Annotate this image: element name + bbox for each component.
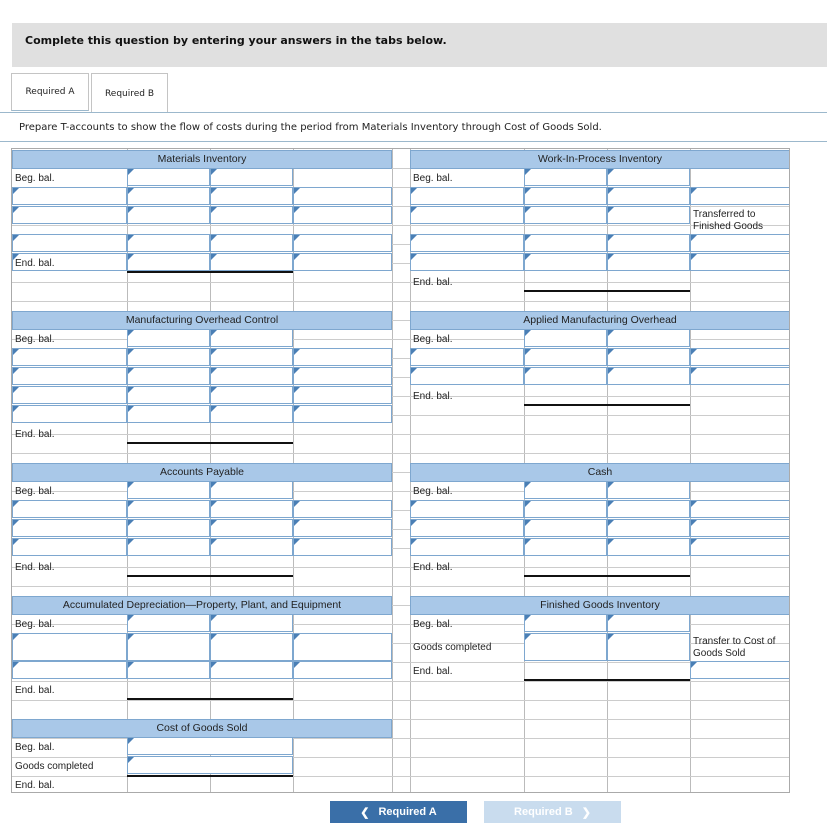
- row-label: End. bal.: [15, 780, 55, 791]
- entry-marker-icon: [13, 662, 19, 668]
- amount-input[interactable]: [607, 633, 690, 661]
- amount-input[interactable]: [210, 386, 293, 404]
- entry-marker-icon: [608, 330, 614, 336]
- entry-marker-icon: [525, 520, 531, 526]
- amount-input[interactable]: [607, 367, 690, 385]
- amount-input[interactable]: [524, 500, 607, 518]
- total-underline: [127, 698, 293, 700]
- entry-marker-icon: [608, 482, 614, 488]
- entry-marker-icon: [211, 368, 217, 374]
- amount-input[interactable]: [127, 737, 293, 755]
- entry-marker-icon: [211, 406, 217, 412]
- entry-marker-icon: [294, 235, 300, 241]
- grid-row-line: [12, 700, 789, 701]
- row-label: Beg. bal.: [413, 486, 453, 497]
- entry-marker-icon: [525, 368, 531, 374]
- amount-input[interactable]: [690, 253, 790, 271]
- row-label: End. bal.: [15, 685, 55, 696]
- prev-required-a-button[interactable]: [330, 801, 467, 823]
- entry-marker-icon: [211, 188, 217, 194]
- amount-input[interactable]: [524, 168, 607, 186]
- amount-input[interactable]: [127, 206, 210, 224]
- amount-input[interactable]: [210, 367, 293, 385]
- amount-input[interactable]: [524, 367, 607, 385]
- entry-marker-icon: [411, 501, 417, 507]
- entry-marker-icon: [128, 615, 134, 621]
- amount-input[interactable]: [607, 234, 690, 252]
- total-underline: [127, 271, 293, 273]
- entry-marker-icon: [691, 349, 697, 355]
- amount-input[interactable]: [607, 329, 690, 347]
- amount-input[interactable]: [127, 756, 293, 774]
- entry-marker-icon: [211, 235, 217, 241]
- entry-marker-icon: [128, 634, 134, 640]
- amount-input[interactable]: [410, 187, 524, 205]
- total-underline: [524, 290, 690, 292]
- grid-row-line: [12, 301, 789, 302]
- amount-input[interactable]: [410, 519, 524, 537]
- amount-input[interactable]: [127, 386, 210, 404]
- amount-input[interactable]: [607, 253, 690, 271]
- amount-input[interactable]: [607, 614, 690, 632]
- amount-input[interactable]: [127, 614, 210, 632]
- entry-marker-icon: [13, 634, 19, 640]
- account-header: Cash: [410, 463, 790, 482]
- tab-required-a[interactable]: Required A: [11, 73, 89, 111]
- row-label: Beg. bal.: [15, 742, 55, 753]
- amount-input[interactable]: [410, 234, 524, 252]
- entry-marker-icon: [294, 188, 300, 194]
- entry-marker-icon: [294, 662, 300, 668]
- entry-marker-icon: [691, 501, 697, 507]
- amount-input[interactable]: [293, 405, 392, 423]
- total-underline: [127, 775, 293, 777]
- amount-input[interactable]: [524, 481, 607, 499]
- amount-input[interactable]: [12, 386, 127, 404]
- amount-input[interactable]: [524, 614, 607, 632]
- account-header: Manufacturing Overhead Control: [12, 311, 392, 330]
- entry-marker-icon: [128, 539, 134, 545]
- entry-marker-icon: [128, 188, 134, 194]
- amount-input[interactable]: [210, 187, 293, 205]
- total-underline: [127, 575, 293, 577]
- row-label: Beg. bal.: [413, 334, 453, 345]
- row-label: End. bal.: [15, 258, 55, 269]
- amount-input[interactable]: [607, 187, 690, 205]
- entry-marker-icon: [211, 634, 217, 640]
- entry-marker-icon: [128, 387, 134, 393]
- entry-marker-icon: [608, 349, 614, 355]
- entry-marker-icon: [608, 254, 614, 260]
- amount-input[interactable]: [127, 367, 210, 385]
- entry-marker-icon: [691, 188, 697, 194]
- total-underline: [524, 679, 690, 681]
- amount-input[interactable]: [524, 187, 607, 205]
- amount-input[interactable]: [524, 519, 607, 537]
- amount-input[interactable]: [127, 633, 210, 661]
- amount-input[interactable]: [293, 633, 392, 661]
- entry-marker-icon: [608, 501, 614, 507]
- entry-marker-icon: [211, 387, 217, 393]
- entry-marker-icon: [525, 207, 531, 213]
- entry-marker-icon: [13, 235, 19, 241]
- amount-input[interactable]: [690, 234, 790, 252]
- row-label: End. bal.: [15, 429, 55, 440]
- grid-row-line: [12, 586, 789, 587]
- amount-input[interactable]: [12, 367, 127, 385]
- row-label: Transferred to Finished Goods: [693, 209, 764, 232]
- chevron-left-icon: ❮: [360, 806, 370, 819]
- entry-marker-icon: [608, 634, 614, 640]
- amount-input[interactable]: [210, 329, 293, 347]
- entry-marker-icon: [128, 330, 134, 336]
- amount-input[interactable]: [690, 500, 790, 518]
- amount-input[interactable]: [690, 661, 790, 679]
- amount-input[interactable]: [410, 500, 524, 518]
- entry-marker-icon: [525, 188, 531, 194]
- amount-input[interactable]: [210, 168, 293, 186]
- amount-input[interactable]: [210, 519, 293, 537]
- entry-marker-icon: [13, 406, 19, 412]
- entry-marker-icon: [13, 501, 19, 507]
- entry-marker-icon: [525, 615, 531, 621]
- entry-marker-icon: [608, 615, 614, 621]
- row-label: Beg. bal.: [15, 619, 55, 630]
- amount-input[interactable]: [127, 481, 210, 499]
- entry-marker-icon: [294, 207, 300, 213]
- entry-marker-icon: [525, 235, 531, 241]
- entry-marker-icon: [411, 207, 417, 213]
- amount-input[interactable]: [410, 367, 524, 385]
- amount-input[interactable]: [410, 348, 524, 366]
- row-label: End. bal.: [413, 277, 453, 288]
- entry-marker-icon: [211, 615, 217, 621]
- amount-input[interactable]: [210, 661, 293, 679]
- account-header: Accounts Payable: [12, 463, 392, 482]
- amount-input[interactable]: [210, 253, 293, 271]
- account-header: Applied Manufacturing Overhead: [410, 311, 790, 330]
- amount-input[interactable]: [524, 253, 607, 271]
- entry-marker-icon: [411, 254, 417, 260]
- entry-marker-icon: [128, 169, 134, 175]
- entry-marker-icon: [691, 368, 697, 374]
- entry-marker-icon: [128, 501, 134, 507]
- amount-input[interactable]: [127, 348, 210, 366]
- row-label: Beg. bal.: [15, 334, 55, 345]
- amount-input[interactable]: [12, 519, 127, 537]
- amount-input[interactable]: [524, 206, 607, 224]
- entry-marker-icon: [128, 757, 134, 763]
- row-label: Beg. bal.: [413, 619, 453, 630]
- amount-input[interactable]: [12, 405, 127, 423]
- amount-input[interactable]: [524, 348, 607, 366]
- amount-input[interactable]: [210, 500, 293, 518]
- entry-marker-icon: [691, 520, 697, 526]
- amount-input[interactable]: [210, 538, 293, 556]
- account-header: Finished Goods Inventory: [410, 596, 790, 615]
- entry-marker-icon: [294, 501, 300, 507]
- entry-marker-icon: [13, 349, 19, 355]
- account-header: Work-In-Process Inventory: [410, 150, 790, 169]
- amount-input[interactable]: [12, 187, 127, 205]
- entry-marker-icon: [211, 169, 217, 175]
- entry-marker-icon: [211, 330, 217, 336]
- grid-row-line: [12, 681, 789, 682]
- amount-input[interactable]: [607, 500, 690, 518]
- grid-row-line: [12, 567, 789, 568]
- prev-button-label: Required A: [378, 806, 437, 818]
- entry-marker-icon: [411, 368, 417, 374]
- grid-row-line: [12, 282, 789, 283]
- amount-input[interactable]: [127, 405, 210, 423]
- entry-marker-icon: [294, 368, 300, 374]
- entry-marker-icon: [525, 482, 531, 488]
- entry-marker-icon: [411, 188, 417, 194]
- entry-marker-icon: [691, 539, 697, 545]
- row-label: End. bal.: [413, 562, 453, 573]
- entry-marker-icon: [525, 330, 531, 336]
- entry-marker-icon: [608, 368, 614, 374]
- row-label: Transfer to Cost of Goods Sold: [693, 636, 776, 659]
- amount-input[interactable]: [210, 481, 293, 499]
- amount-input[interactable]: [210, 614, 293, 632]
- amount-input[interactable]: [293, 386, 392, 404]
- entry-marker-icon: [128, 482, 134, 488]
- amount-input[interactable]: [293, 206, 392, 224]
- amount-input[interactable]: [293, 519, 392, 537]
- amount-input[interactable]: [12, 500, 127, 518]
- amount-input[interactable]: [293, 348, 392, 366]
- grid-row-line: [12, 225, 789, 226]
- amount-input[interactable]: [127, 234, 210, 252]
- amount-input[interactable]: [524, 633, 607, 661]
- amount-input[interactable]: [210, 234, 293, 252]
- amount-input[interactable]: [127, 661, 210, 679]
- grid-row-line: [12, 453, 789, 454]
- amount-input[interactable]: [12, 234, 127, 252]
- entry-marker-icon: [294, 254, 300, 260]
- entry-marker-icon: [128, 254, 134, 260]
- amount-input[interactable]: [210, 633, 293, 661]
- entry-marker-icon: [294, 387, 300, 393]
- row-label: End. bal.: [413, 666, 453, 677]
- entry-marker-icon: [608, 520, 614, 526]
- entry-marker-icon: [608, 539, 614, 545]
- row-label: Goods completed: [15, 761, 94, 772]
- amount-input[interactable]: [690, 519, 790, 537]
- amount-input[interactable]: [210, 206, 293, 224]
- entry-marker-icon: [411, 539, 417, 545]
- next-button-label: Required B: [514, 806, 573, 818]
- entry-marker-icon: [525, 634, 531, 640]
- entry-marker-icon: [525, 169, 531, 175]
- entry-marker-icon: [211, 539, 217, 545]
- amount-input[interactable]: [293, 661, 392, 679]
- amount-input[interactable]: [690, 367, 790, 385]
- amount-input[interactable]: [524, 538, 607, 556]
- amount-input[interactable]: [607, 481, 690, 499]
- amount-input[interactable]: [410, 206, 524, 224]
- amount-input[interactable]: [12, 538, 127, 556]
- amount-input[interactable]: [293, 500, 392, 518]
- entry-marker-icon: [211, 520, 217, 526]
- entry-marker-icon: [608, 169, 614, 175]
- row-label: Beg. bal.: [15, 486, 55, 497]
- grid-row-line: [12, 434, 789, 435]
- amount-input[interactable]: [127, 168, 210, 186]
- entry-marker-icon: [128, 662, 134, 668]
- entry-marker-icon: [525, 254, 531, 260]
- entry-marker-icon: [128, 235, 134, 241]
- next-required-b-button[interactable]: [484, 801, 621, 823]
- entry-marker-icon: [691, 662, 697, 668]
- amount-input[interactable]: [12, 206, 127, 224]
- row-label: Goods completed: [413, 642, 492, 653]
- amount-input[interactable]: [127, 519, 210, 537]
- total-underline: [524, 404, 690, 406]
- amount-input[interactable]: [210, 405, 293, 423]
- total-underline: [127, 442, 293, 444]
- entry-marker-icon: [211, 482, 217, 488]
- entry-marker-icon: [128, 368, 134, 374]
- amount-input[interactable]: [127, 187, 210, 205]
- amount-input[interactable]: [293, 367, 392, 385]
- t-accounts-grid: [11, 148, 790, 793]
- entry-marker-icon: [13, 368, 19, 374]
- grid-column-line: [392, 149, 393, 792]
- entry-marker-icon: [128, 207, 134, 213]
- entry-marker-icon: [128, 349, 134, 355]
- instructions-bar: [0, 112, 827, 142]
- entry-marker-icon: [294, 349, 300, 355]
- amount-input[interactable]: [127, 329, 210, 347]
- amount-input[interactable]: [607, 519, 690, 537]
- banner-text: Complete this question by entering your answers in the tabs below.: [25, 34, 447, 47]
- entry-marker-icon: [608, 207, 614, 213]
- amount-input[interactable]: [127, 500, 210, 518]
- entry-marker-icon: [13, 539, 19, 545]
- entry-marker-icon: [13, 387, 19, 393]
- account-header: Accumulated Depreciation—Property, Plant, and Equipment: [12, 596, 392, 615]
- entry-marker-icon: [13, 520, 19, 526]
- amount-input[interactable]: [127, 253, 210, 271]
- entry-marker-icon: [691, 235, 697, 241]
- instruction-banner: [12, 23, 827, 67]
- entry-marker-icon: [211, 349, 217, 355]
- amount-input[interactable]: [690, 348, 790, 366]
- amount-input[interactable]: [293, 234, 392, 252]
- entry-marker-icon: [294, 634, 300, 640]
- entry-marker-icon: [525, 501, 531, 507]
- entry-marker-icon: [294, 406, 300, 412]
- amount-input[interactable]: [690, 538, 790, 556]
- amount-input[interactable]: [293, 253, 392, 271]
- entry-marker-icon: [128, 406, 134, 412]
- entry-marker-icon: [13, 207, 19, 213]
- entry-marker-icon: [13, 188, 19, 194]
- account-header: Materials Inventory: [12, 150, 392, 169]
- entry-marker-icon: [211, 207, 217, 213]
- amount-input[interactable]: [210, 348, 293, 366]
- entry-marker-icon: [211, 501, 217, 507]
- amount-input[interactable]: [293, 538, 392, 556]
- amount-input[interactable]: [524, 329, 607, 347]
- amount-input[interactable]: [607, 168, 690, 186]
- row-label: End. bal.: [413, 391, 453, 402]
- entry-marker-icon: [411, 349, 417, 355]
- amount-input[interactable]: [293, 187, 392, 205]
- amount-input[interactable]: [410, 253, 524, 271]
- amount-input[interactable]: [607, 206, 690, 224]
- row-label: Beg. bal.: [413, 173, 453, 184]
- chevron-right-icon: ❯: [581, 806, 591, 819]
- instructions-text: Prepare T-accounts to show the flow of costs during the period from Materials Inventory through Cost of Goods Sold.: [19, 122, 602, 133]
- row-label: Beg. bal.: [15, 173, 55, 184]
- amount-input[interactable]: [12, 661, 127, 679]
- entry-marker-icon: [525, 349, 531, 355]
- amount-input[interactable]: [607, 348, 690, 366]
- amount-input[interactable]: [12, 348, 127, 366]
- entry-marker-icon: [128, 520, 134, 526]
- entry-marker-icon: [294, 520, 300, 526]
- total-underline: [524, 575, 690, 577]
- entry-marker-icon: [211, 254, 217, 260]
- entry-marker-icon: [525, 539, 531, 545]
- amount-input[interactable]: [127, 538, 210, 556]
- entry-marker-icon: [411, 520, 417, 526]
- entry-marker-icon: [608, 188, 614, 194]
- entry-marker-icon: [691, 254, 697, 260]
- tab-required-b[interactable]: Required B: [91, 73, 168, 113]
- entry-marker-icon: [211, 662, 217, 668]
- amount-input[interactable]: [12, 633, 127, 661]
- account-header: Cost of Goods Sold: [12, 719, 392, 738]
- entry-marker-icon: [128, 738, 134, 744]
- entry-marker-icon: [411, 235, 417, 241]
- entry-marker-icon: [294, 539, 300, 545]
- amount-input[interactable]: [607, 538, 690, 556]
- amount-input[interactable]: [410, 538, 524, 556]
- amount-input[interactable]: [690, 187, 790, 205]
- row-label: End. bal.: [15, 562, 55, 573]
- entry-marker-icon: [608, 235, 614, 241]
- amount-input[interactable]: [524, 234, 607, 252]
